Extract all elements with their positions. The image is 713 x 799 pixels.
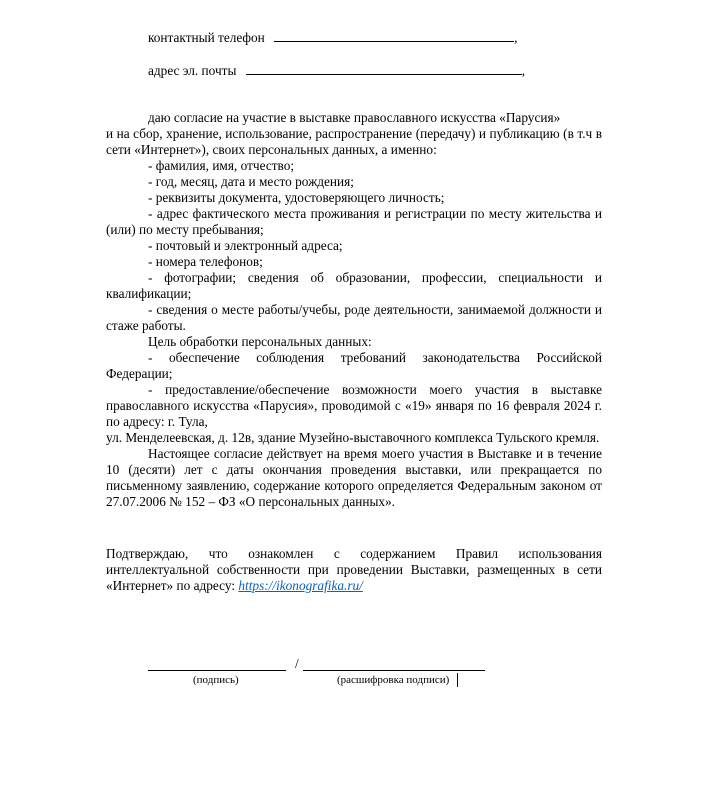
decoding-caption: (расшифровка подписи): [337, 674, 450, 686]
signature-separator: /: [295, 656, 299, 671]
consent-intro-rest: и на сбор, хранение, использование, распространение (передачу) и публикацию (в т.ч в сети «Интернет»), своих персональных данных, а именно:: [106, 126, 602, 157]
list-item: - номера телефонов;: [148, 254, 263, 269]
list-item: - год, месяц, дата и место рождения;: [148, 174, 354, 189]
confirm-text: Подтверждаю, что ознакомлен с содержанием Правил использования интеллектуальной собственности при проведении Выставки, размещенных в сети «Интернет» по адресу:: [106, 546, 602, 593]
email-blank[interactable]: [246, 63, 522, 75]
contact-phone-line: [148, 30, 517, 46]
list-item: - фамилия, имя, отчество;: [148, 158, 295, 173]
text-cursor: [457, 673, 458, 687]
phone-comma: ,: [514, 30, 518, 45]
validity-paragraph: Настоящее согласие действует на время моего участия в Выставке и в течение 10 (десяти) лет с даты окончания проведения выставки, или прекращается по письменному заявлению, содержание которого определяется Федеральным законом от 27.07.2006 № 152 – ФЗ «О персональных данных».: [106, 446, 602, 509]
email-label: адрес эл. почты: [148, 63, 237, 78]
list-item: - почтовый и электронный адреса;: [148, 238, 343, 253]
purpose-title: Цель обработки персональных данных:: [148, 334, 372, 349]
list-item: - сведения о месте работы/учебы, роде деятельности, занимаемой должности и стаже работы.: [106, 302, 602, 333]
list-item: - обеспечение соблюдения требований законодательства Российской Федерации;: [106, 350, 602, 381]
consent-intro: [106, 110, 602, 158]
list-item: - адрес фактического места проживания и регистрации по месту жительства и (или) по месту пребывания;: [106, 206, 602, 237]
email-line: [148, 63, 525, 79]
phone-blank[interactable]: [274, 30, 514, 42]
phone-label: контактный телефон: [148, 30, 265, 45]
signature-caption: (подпись): [193, 674, 239, 686]
confirm-paragraph: [106, 546, 602, 594]
email-comma: ,: [521, 63, 526, 78]
signature-line[interactable]: [148, 670, 286, 671]
list-item: - предоставление/обеспечение возможности моего участия в выставке православного искусства «Парусия», проводимой с «19» января по 16 февраля 2024 г. по адресу: г. Тула,: [106, 382, 602, 429]
list-item: - фотографии; сведения об образовании, профессии, специальности и квалификации;: [106, 270, 602, 301]
consent-intro-first: даю согласие на участие в выставке православного искусства «Парусия»: [148, 110, 561, 125]
decoding-line[interactable]: [303, 670, 485, 671]
address-line: ул. Менделеевская, д. 12в, здание Музейно-выставочного комплекса Тульского кремля.: [106, 430, 600, 445]
personal-data-list: [106, 158, 602, 510]
list-item: - реквизиты документа, удостоверяющего личность;: [148, 190, 445, 205]
rules-link[interactable]: https://ikonografika.ru/: [238, 578, 363, 593]
